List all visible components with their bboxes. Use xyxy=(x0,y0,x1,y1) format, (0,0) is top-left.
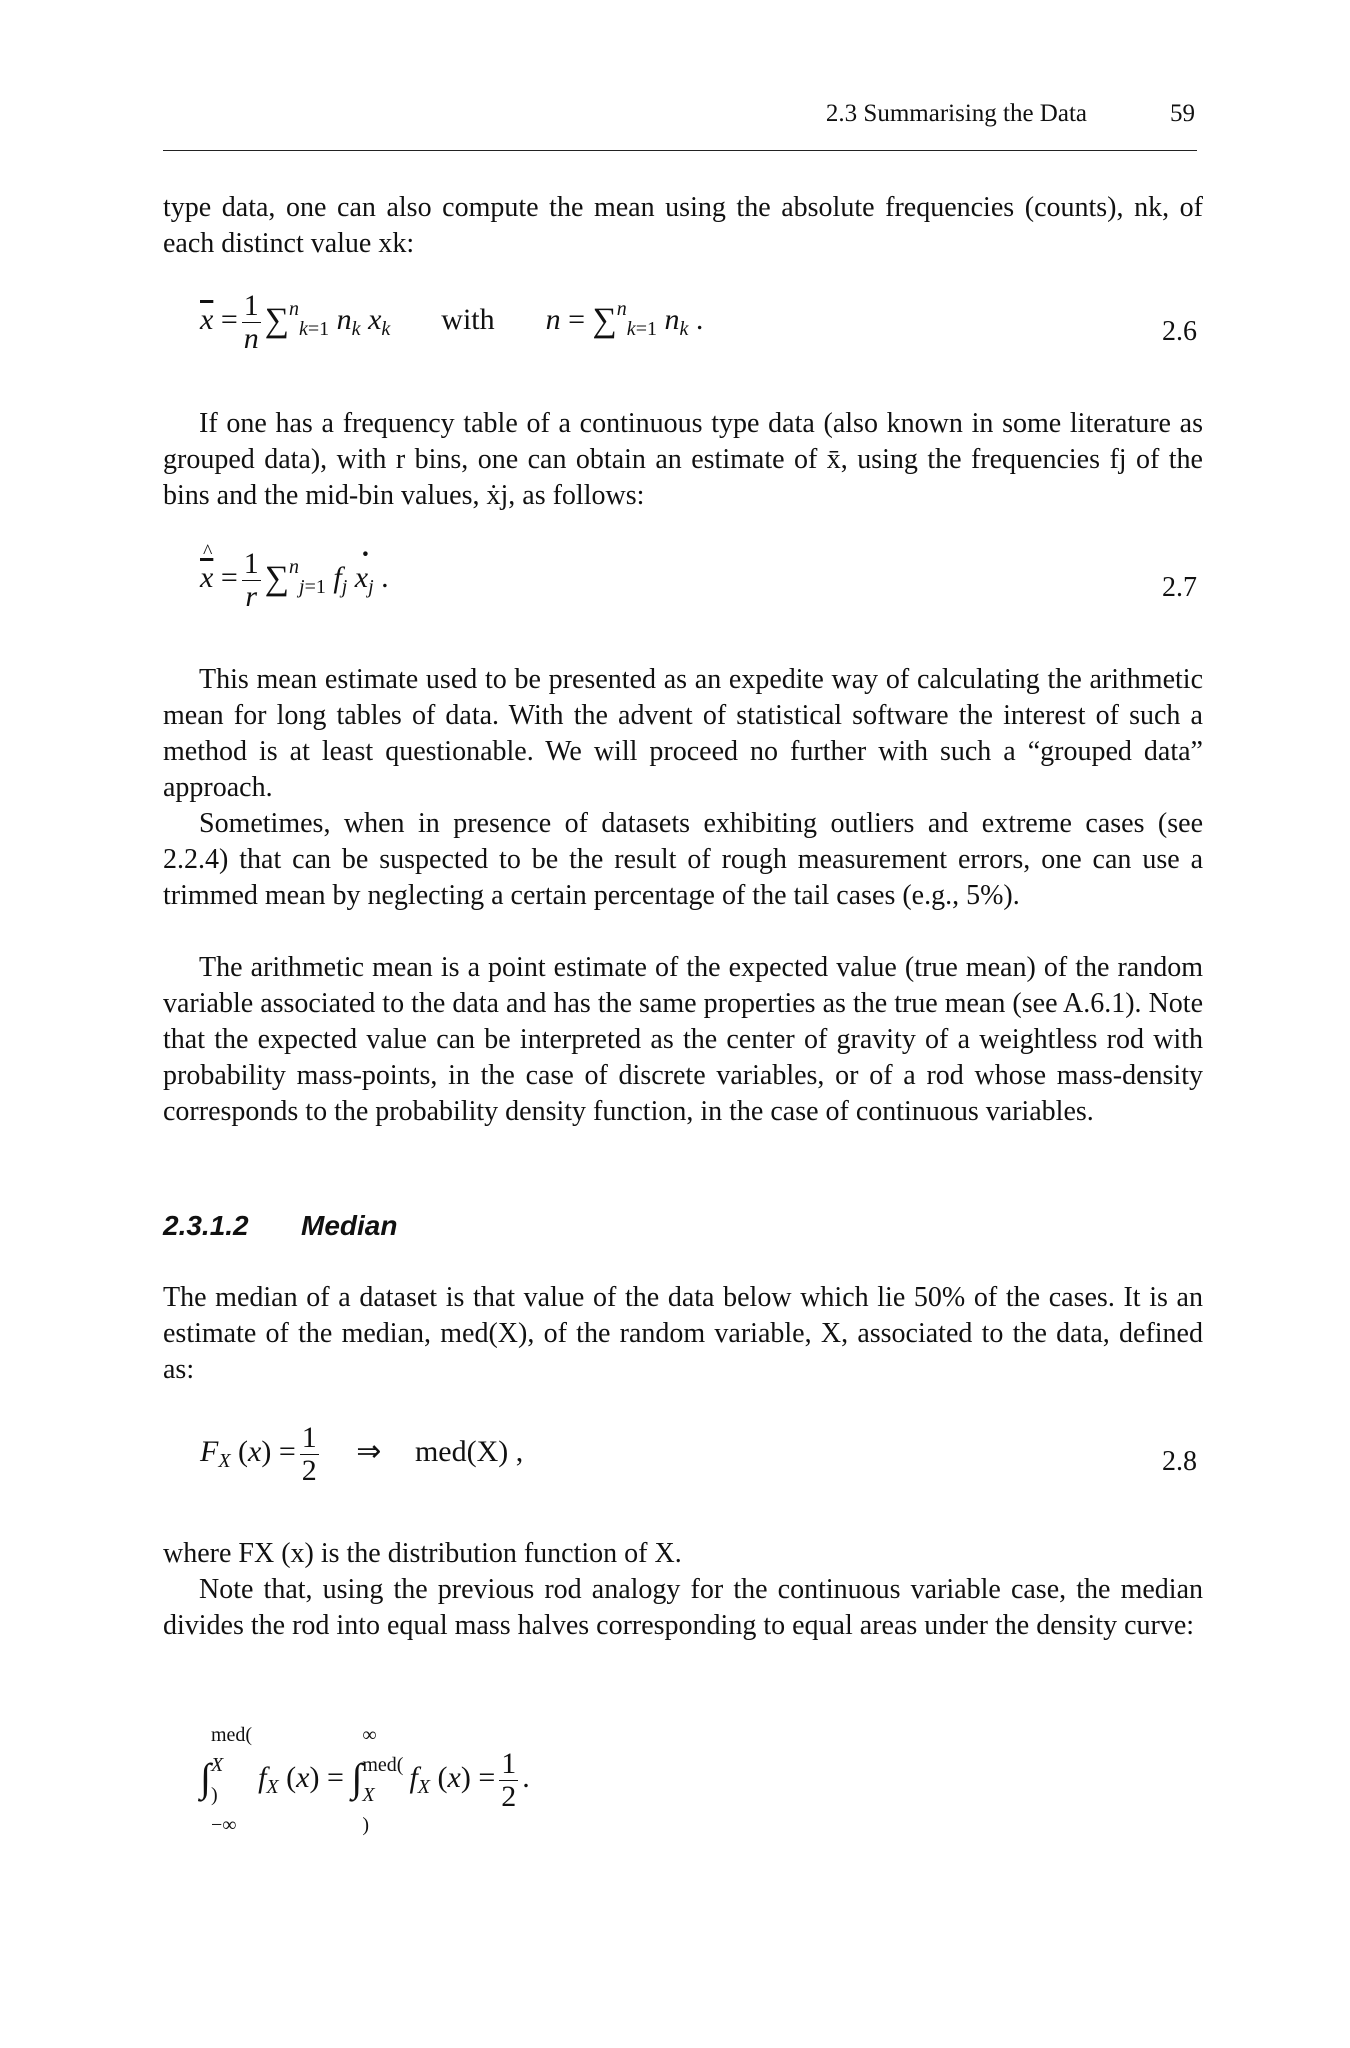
paragraph-expected-value xyxy=(163,950,1203,1130)
paragraph-trimmed-mean-text: Sometimes, when in presence of datasets exhibiting outliers and extreme cases (see 2.2.4) that can be suspected to be the result of rough measurement errors, one can use a trimmed mean by neglecting a certain percentage of the tail cases (e.g., 5%). xyxy=(163,808,1203,911)
paragraph-rod-analogy-text: Note that, using the previous rod analogy for the continuous variable case, the median divides the rod into equal mass halves corresponding to equal areas under the density curve: xyxy=(163,1574,1203,1641)
paragraph-mean-estimate xyxy=(163,662,1203,806)
paragraph-mean-estimate-text: This mean estimate used to be presented as an expedite way of calculating the arithmetic mean for long tables of data. With the advent of statistical software the interest of such a method is at least questionable. We will proceed no further with such a “grouped data” approach. xyxy=(163,664,1203,803)
paragraph-distribution-function xyxy=(163,1536,1203,1572)
equation-number-2-6: 2.6 xyxy=(1162,316,1197,347)
paragraph-intro xyxy=(163,190,1203,262)
paragraph-distribution-function-text: where FX (x) is the distribution function of X. xyxy=(163,1538,682,1569)
paragraph-expected-value-text: The arithmetic mean is a point estimate of the expected value (true mean) of the random variable associated to the data and has the same properties as the true mean (see A.6.1). Note that the expected value can be interpreted as the center of gravity of a weightless rod with probability mass-points, in the case of discrete variables, or of a rod whose mass-density corresponds to the probability density function, in the case of continuous variables. xyxy=(163,952,1203,1127)
running-header xyxy=(163,100,1197,151)
paragraph-intro-text: type data, one can also compute the mean using the absolute frequencies (counts), nk, of each distinct value xk: xyxy=(163,192,1203,259)
equation-number-2-8: 2.8 xyxy=(1162,1446,1197,1477)
equation-median-integral: ∫ med( X ) −∞ $f_X$ (x) = ∫ ∞ med( X ) $f_X$ (x) = $\frac{1}{2}$ . xyxy=(200,1724,530,1836)
paragraph-rod-analogy xyxy=(163,1572,1203,1644)
header-section-title: 2.3 Summarising the Data xyxy=(825,100,1087,127)
paragraph-grouped-data-text: If one has a frequency table of a continuous type data (also known in some literature as grouped data), with r bins, one can obtain an estimate of x̄, using the frequencies fj of the bins and the mid-bin values, ẋj, as follows: xyxy=(163,408,1203,511)
equation-2-7: $\overline{x}$ ^ = $\frac{1}{r}$ ∑$^n_{j=1}$ $f_j$ $x \cdot_j$ . xyxy=(200,548,389,612)
equation-2-6: $\overline{x}$ = $\frac{1}{n}$ ∑$^n_{k=1}$ $n_k$ $x_k$ with n = ∑$^n_{k=1}$ $n_k$ . xyxy=(200,289,704,355)
header-page-number: 59 xyxy=(1170,100,1195,127)
equation-with-word: with xyxy=(441,302,495,336)
paragraph-median-definition-text: The median of a dataset is that value of the data below which lie 50% of the cases. It is an estimate of the median, med(X), of the random variable, X, associated to the data, defined as: xyxy=(163,1282,1203,1385)
section-heading-title: Median xyxy=(301,1210,398,1241)
equation-2-8: $F_X$ (x) = $\frac{1}{2}$ ⇒ med(X) , xyxy=(200,1421,524,1487)
section-heading xyxy=(163,1210,397,1242)
section-heading-number: 2.3.1.2 xyxy=(163,1210,249,1241)
paragraph-median-definition xyxy=(163,1280,1203,1388)
paragraph-grouped-data xyxy=(163,406,1203,514)
paragraph-trimmed-mean xyxy=(163,806,1203,914)
equation-2-8-rhs: med(X) , xyxy=(414,1434,524,1468)
equation-number-2-7: 2.7 xyxy=(1162,572,1197,603)
